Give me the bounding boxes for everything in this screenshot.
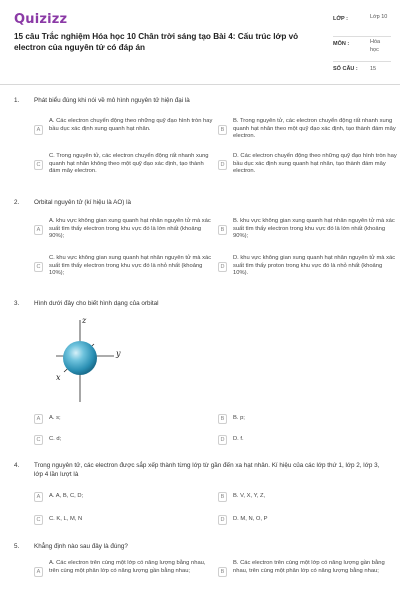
option-letter-box[interactable]: C xyxy=(34,435,43,445)
option-letter-box[interactable]: A xyxy=(34,414,43,424)
answer-option-a[interactable] xyxy=(34,560,214,584)
option-text: A. Các electron chuyển động theo những quỹ đạo hình tròn hay bầu dục xác định xung quanh hạt nhân. xyxy=(49,118,213,132)
question-text: Orbital nguyên tử (kí hiệu là AO) là xyxy=(34,199,131,206)
answer-option-b[interactable] xyxy=(218,413,398,425)
option-letter-box[interactable]: B xyxy=(218,414,227,424)
answer-option-c[interactable] xyxy=(34,153,214,177)
answer-option-d[interactable] xyxy=(218,514,398,526)
question-number: 1. xyxy=(14,97,20,104)
option-letter-box[interactable]: C xyxy=(34,262,43,272)
answer-option-c[interactable] xyxy=(34,255,214,279)
option-text: B. Trong nguyên tử, các electron chuyển động rất nhanh xung quanh hạt nhân theo một quỹ đạo xác định, tạo thành đám mây electron. xyxy=(233,118,396,140)
option-text: C. Trong nguyên tử, các electron chuyển động rất nhanh xung quanh hạt nhân không theo một quỹ đạo xác định, tạo thành đám mây electron. xyxy=(49,153,209,175)
option-letter-box[interactable]: A xyxy=(34,225,43,235)
question-1 xyxy=(14,97,397,187)
option-letter-box[interactable]: D xyxy=(218,262,227,272)
meta-subject-label: MÔN : xyxy=(333,41,350,47)
option-letter-box[interactable]: D xyxy=(218,435,227,445)
answer-option-b[interactable] xyxy=(218,118,398,142)
question-number: 5. xyxy=(14,543,20,550)
option-text: B. V, X, Y, Z, xyxy=(233,493,266,499)
answer-option-d[interactable] xyxy=(218,255,398,279)
meta-count-label: SỐ CÂU : xyxy=(333,66,358,72)
question-number: 3. xyxy=(14,300,20,307)
option-text: B. Các electron trên cùng một lớp có năng lượng gần bằng nhau, trên cùng một phân lớp có năng lượng bằng nhau; xyxy=(233,560,385,574)
answer-option-a[interactable] xyxy=(34,413,214,425)
option-text: D. M, N, O, P xyxy=(233,516,268,522)
answer-option-b[interactable] xyxy=(218,491,398,503)
answer-option-a[interactable] xyxy=(34,491,214,503)
answer-option-a[interactable] xyxy=(34,118,214,142)
s-orbital-figure xyxy=(50,314,135,406)
question-5 xyxy=(14,543,392,598)
answer-option-c[interactable] xyxy=(34,514,214,526)
question-text: Phát biểu đúng khi nói về mô hình nguyên tử hiện đại là xyxy=(34,97,190,104)
question-number: 4. xyxy=(14,462,20,469)
z-axis-label: z xyxy=(82,316,87,325)
option-text: A. A, B, C, D; xyxy=(49,493,84,499)
question-2 xyxy=(14,199,396,289)
meta-grade-value: Lớp 10 xyxy=(370,14,388,20)
option-text: D. f. xyxy=(233,436,244,442)
question-number: 2. xyxy=(14,199,20,206)
meta-subject-value: Hóa học xyxy=(370,39,381,53)
question-text: Hình dưới đây cho biết hình dạng của orbital xyxy=(34,300,159,307)
question-text: Trong nguyên tử, các electron được sắp xếp thành từng lớp từ gần đến xa hạt nhân. Kí hiệu của các lớp thứ 1, lớp 2, lớp 3, lớp 4 lần lượt là xyxy=(34,462,380,478)
option-text: C. d; xyxy=(49,436,62,442)
header-divider xyxy=(0,84,400,85)
answer-option-b[interactable] xyxy=(218,560,398,584)
x-axis-label: x xyxy=(56,373,61,382)
option-letter-box[interactable]: C xyxy=(34,160,43,170)
quizizz-logo: Quizizz xyxy=(14,12,68,27)
option-letter-box[interactable]: D xyxy=(218,515,227,525)
answer-option-b[interactable] xyxy=(218,218,398,242)
answer-option-d[interactable] xyxy=(218,153,398,177)
answer-option-d[interactable] xyxy=(218,434,398,446)
option-text: A. s; xyxy=(49,415,61,421)
page-title: 15 câu Trắc nghiệm Hóa học 10 Chân trời sáng tạo Bài 4: Cấu trúc lớp vỏ electron của nguyên tử có đáp án xyxy=(14,32,299,52)
option-text: A. khu vực không gian xung quanh hạt nhân nguyên tử mà xác suất tìm thấy electron trong khu vực đó là lớn nhất (khoảng 90%); xyxy=(49,218,211,240)
option-letter-box[interactable]: D xyxy=(218,160,227,170)
option-letter-box[interactable]: A xyxy=(34,567,43,577)
option-text: D. khu vực không gian xung quanh hạt nhân nguyên tử mà xác suất tìm thấy proton trong khu vực đó là nhỏ nhất (khoảng 10%). xyxy=(233,255,396,277)
answer-option-c[interactable] xyxy=(34,434,214,446)
option-letter-box[interactable]: A xyxy=(34,492,43,502)
option-letter-box[interactable]: B xyxy=(218,492,227,502)
meta-grade-label: LỚP : xyxy=(333,16,348,22)
option-text: D. Các electron chuyển động theo những quỹ đạo hình tròn hay bầu dục xác định xung quanh hạt nhân, tạo thành đám mây electron. xyxy=(233,153,397,175)
meta-divider xyxy=(333,61,391,62)
option-letter-box[interactable]: A xyxy=(34,125,43,135)
option-letter-box[interactable]: B xyxy=(218,125,227,135)
option-text: B. p; xyxy=(233,415,245,421)
question-text: Khẳng định nào sau đây là đúng? xyxy=(34,543,128,550)
meta-divider xyxy=(333,36,391,37)
orbital-sphere xyxy=(63,341,97,375)
worksheet-header xyxy=(0,0,400,82)
option-text: C. khu vực không gian xung quanh hạt nhân nguyên tử mà xác suất tìm thấy electron trong khu vực đó là nhỏ nhất (khoảng 10%); xyxy=(49,255,212,277)
option-text: A. Các electron trên cùng một lớp có năng lượng bằng nhau, trên cùng một phân lớp có năng lượng gần bằng nhau; xyxy=(49,560,206,574)
option-letter-box[interactable]: C xyxy=(34,515,43,525)
y-axis-label: y xyxy=(116,349,121,358)
option-letter-box[interactable]: B xyxy=(218,225,227,235)
meta-count-value: 15 xyxy=(370,66,377,72)
option-text: B. khu vực không gian xung quanh hạt nhân nguyên tử mà xác suất tìm thấy electron trong khu vực đó là lớn nhất (khoảng 90%); xyxy=(233,218,395,240)
option-text: C. K, L, M, N xyxy=(49,516,83,522)
answer-option-a[interactable] xyxy=(34,218,214,242)
question-4 xyxy=(14,462,392,532)
option-letter-box[interactable]: B xyxy=(218,567,227,577)
